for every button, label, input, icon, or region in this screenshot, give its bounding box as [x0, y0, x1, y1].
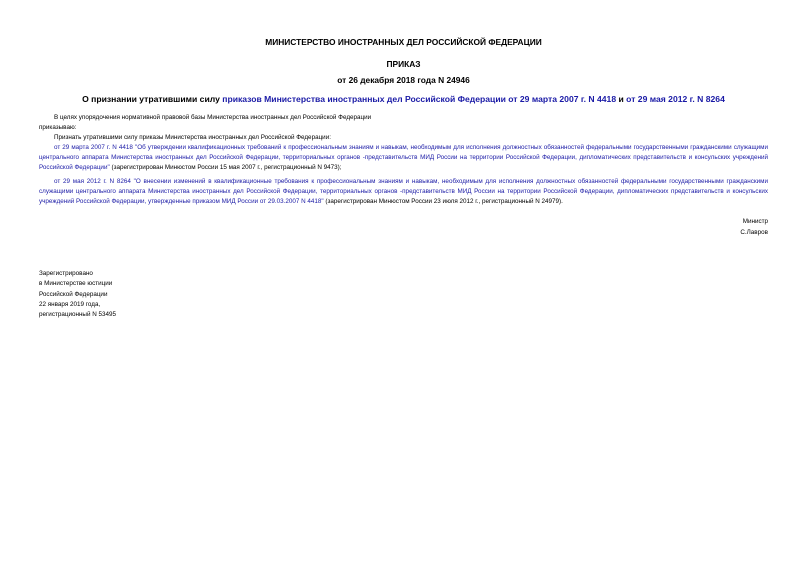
- title-link-order-4418[interactable]: приказов Министерства иностранных дел Российской Федерации от 29 марта 2007 г. N 4418: [222, 94, 617, 104]
- registration-line: Российской Федерации: [39, 290, 108, 298]
- title-prefix: О признании утратившими силу: [82, 94, 223, 104]
- order-4418-registration: (зарегистрирован Минюстом России 15 мая 2007 г., регистрационный N 9473);: [109, 164, 342, 171]
- order-4418-link[interactable]: от 29 марта 2007 г. N 4418 "Об утверждении квалификационных требований к профессиональным знаниям и навыкам, необходимым для исполнения должностных обязанностей федеральными государственными гражданскими служащими центрального аппарата Министерства иностранных дел Российской Федерации, территориальных органов -представительств МИД России на территории Российской Федерации, дипломатических представительств и консульских учреждений Российской Федерации": [39, 144, 768, 171]
- document-type: ПРИКАЗ: [386, 59, 421, 69]
- signature-position: Министр: [742, 218, 768, 225]
- order-verb: приказываю:: [39, 124, 77, 131]
- order-8264-registration: (зарегистрирован Минюстом России 23 июля 2012 г., регистрационный N 24979).: [323, 198, 563, 205]
- title-middle: и: [616, 94, 627, 104]
- intro-paragraph: В целях упорядочения нормативной правовой базы Министерства иностранных дел Российской Федерации: [54, 114, 372, 121]
- order-8264-link[interactable]: от 29 мая 2012 г. N 8264 "О внесении изменений в квалификационные требования к профессиональным знаниям и навыкам, необходимым для исполнения должностных обязанностей федеральными государственными гражданскими служащими центрального аппарата Министерства иностранных дел Российской Федерации, территориальных органов -представительств МИД России на территории Российской Федерации, дипломатических представительств и консульских учреждений Российской Федерации, утвержденные приказом МИД России от 29.03.2007 N 4418": [39, 178, 768, 205]
- ministry-heading: МИНИСТЕРСТВО ИНОСТРАННЫХ ДЕЛ РОССИЙСКОЙ ФЕДЕРАЦИИ: [265, 37, 542, 47]
- registration-line: 22 января 2019 года,: [39, 300, 101, 308]
- list-item-order-8264: [39, 177, 768, 207]
- signature-name: С.Лавров: [740, 229, 768, 236]
- registration-line: в Министерстве юстиции: [39, 280, 113, 288]
- document-title: [0, 94, 807, 104]
- registration-line: регистрационный N 53495: [39, 311, 117, 319]
- title-link-order-8264[interactable]: от 29 мая 2012 г. N 8264: [626, 94, 725, 104]
- list-item-order-4418: [39, 143, 768, 173]
- registration-line: Зарегистрировано: [39, 270, 93, 277]
- document-date-number: от 26 декабря 2018 года N 24946: [337, 75, 470, 85]
- registration-block: [39, 269, 116, 320]
- recognize-paragraph: Признать утратившими силу приказы Министерства иностранных дел Российской Федерации:: [54, 134, 331, 141]
